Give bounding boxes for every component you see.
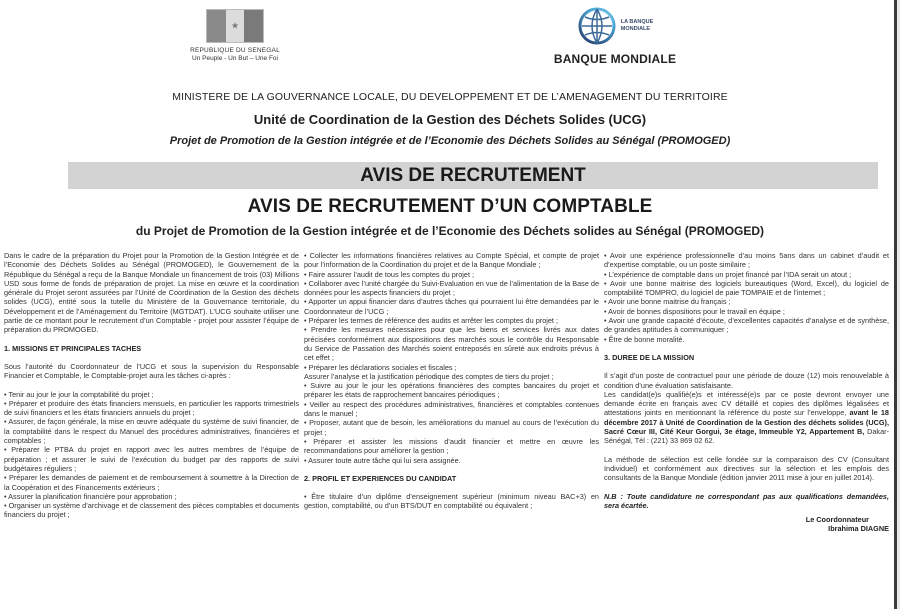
ministry-title: MINISTERE DE LA GOUVERNANCE LOCALE, DU DEVELOPPEMENT ET DE L’AMENAGEMENT DU TERRITOIRE [172,91,728,103]
task-item: • Préparer les déclarations sociales et fiscales ; [304,362,457,372]
profile-item: • Être titulaire d’un diplôme d’enseignement supérieur (minimum niveau BAC+3) en gestion, comptabilité, ou d’un BTS/DUT en comptabilité ou équivalent ; [304,492,599,511]
job-title: AVIS DE RECRUTEMENT D’UN COMPTABLE [247,196,653,217]
column-1 [4,251,299,520]
unit-title: Unité de Coordination de la Gestion des Déchets Solides (UCG) [253,112,647,127]
project-title: Projet de Promotion de la Gestion intégrée et de l’Economie des Déchets Solides au Sénégal (PROMOGED) [169,135,731,147]
job-subtitle: du Projet de Promotion de la Gestion intégrée et de l’Economie des Déchets solides au Sénégal (PROMOGED) [135,224,765,238]
signature-title: Le Coordonnateur [805,515,869,525]
selection-method: La méthode de sélection est celle fondée sur la comparaison des CV (Consultant Individuel) et conformément aux directives sur la sélection et les emplois des consultants de la Banque Mondiale (édition janvier 2011 mise à jour en juillet 2014). [604,454,889,483]
world-bank-globe-icon [577,6,617,46]
task-item: • Collaborer avec l’unité chargée du Suivi-Evaluation en vue de l’alimentation de la Base de données pour les aspects financiers du projet ; [304,278,600,298]
profile-item: • L’expérience de comptable dans un projet financé par l’IDA serait un atout ; [604,269,852,279]
task-item: • Proposer, autant que de besoin, les améliorations du manuel au cours de l’exécution du projet ; [304,418,599,437]
section-2-heading: 2. PROFIL ET EXPERIENCES DU CANDIDAT [304,473,457,483]
notice-banner: AVIS DE RECRUTEMENT [68,162,878,189]
profile-item: • Avoir une bonne maitrise des logiciels bureautiques (Word, Excel), du logiciel de comptabilité TOMPRO, du logiciel de paie TOMPAIE et de l’internet ; [604,278,889,298]
task-item: • Collecter les informations financières relatives au Compte Spécial, et compte de projet pour l’information de la Coordination du projet et de la Banque Mondiale ; [304,251,599,270]
task-item: • Faire assurer l’audit de tous les comptes du projet ; [304,269,475,279]
profile-item: • Avoir de bonnes dispositions pour le travail en équipe ; [604,306,785,316]
section-3-heading: 3. DUREE DE LA MISSION [604,352,695,362]
deadline-address: avant le 18 décembre 2017 à Unité de Coordination de la Gestion des déchets solides (UCG), Sacré Cœur III, Cité Keur Gorgui, 3e étage, Immeuble Y2, Appartement B, [604,408,889,437]
duration-paragraph: Il s’agit d’un poste de contractuel pour une période de douze (12) mois renouvelable à condition d’une évaluation satisfaisante. [604,371,889,390]
task-item: • Prendre les mesures nécessaires pour que les biens et services livrés aux dates précisées conformément aux dispositions des marchés sous le contrôle du Responsable du Service de Passation des Marchés soient entreposés en sûreté aux endroits prévus à cet effet ; [304,325,599,363]
task-item: • Assurer toute autre tâche qui lui sera assignée. [304,455,461,465]
profile-item: • Avoir une bonne maitrise du français ; [604,297,731,307]
country-name: REPUBLIQUE DU SENEGAL [190,47,280,54]
task-item: • Préparer et produire des états financiers mensuels, en particulier les rapports trimestriels de suivi financiers et les états financiers annuels du projet ; [4,398,299,418]
country-motto: Un Peuple - Un But – Une Foi [192,55,278,62]
task-item: • Organiser un système d’archivage et de classement des pièces comptables et documents financiers du projet ; [4,501,299,520]
world-bank-name: BANQUE MONDIALE [553,52,677,66]
world-bank-logo-text: LA BANQUE MONDIALE [620,19,654,32]
task-item: Assurer l’analyse et la justification périodique des comptes de tiers du projet ; [304,371,554,381]
task-item: • Assurer la planification financière pour approbation ; [4,491,177,501]
section-1-heading: 1. MISSIONS ET PRINCIPALES TACHES [4,343,142,353]
task-item: • Tenir au jour le jour la comptabilité du projet ; [4,389,154,399]
task-item: • Apporter un appui financier dans d’autres tâches qui pourraient lui être demandées par le Coordonnateur de l’UCG ; [304,297,599,316]
profile-item: • Avoir une grande capacité d’écoute, d’excellentes capacités d’analyse et de synthèse, de grandes aptitudes à communiquer ; [604,316,889,335]
application-paragraph: Les candidat(e)s qualifié(e)s et intéressé(e)s par ce poste devront envoyer une demande écrite en français avec CV détaillé et copies des diplômes légalisées et attestations joints en mentionnant la référence du poste sur l’enveloppe, avant le 18 décembre 2017 à Unité de Coordination de la Gestion des déchets solides (UCG), Sacré Cœur III, Cité Keur Gorgui, 3e étage, Immeuble Y2, Appartement B, Dakar- Sénégal, Tél : (221) 33 869 02 62. [604,389,890,446]
task-item: • Veiller au respect des procédures administratives, financières et comptables contenues dans le manuel ; [304,399,599,419]
column-3 [604,251,889,534]
task-item: • Suivre au jour le jour les opérations financières des comptes bancaires du projet et préparer les états de rapprochement bancaires périodiques ; [304,381,599,400]
intro-paragraph: Dans le cadre de la préparation du Projet pour la Promotion de la Gestion Intégrée et de l’Economie des Déchets Solides au Sénégal (PROMOGED), le Gouvernement de la République du Sénégal a reçu de la Banque Mondiale un financement de trois (03) Millions USD sous forme de fonds de préparation de projet. La mise en œuvre et la coordination générale du Projet seront assurées par l’Unité de Coordination de la Gestion des déchets solides (UCG), entité sous la tutelle du Ministère de la Gouvernance territoriale, du Développement et de l’Aménagement du Territoire (MGTDAT). L’UCG souhaite utiliser une partie de ce montant pour le recrutement d’un Comptable - projet pour assister l’équipe de préparation du PROMOGED. [4,251,299,335]
task-item: • Préparer et assister les missions d’audit financier et mettre en œuvre les recommandations pour améliorer la gestion ; [304,436,599,456]
section-1-lead: Sous l’autorité du Coordonnateur de l’UCG et sous la supervision du Responsable Financier et Comptable, le Comptable-projet aura les tâches ci-après : [4,361,299,381]
senegal-flag-icon [206,9,264,43]
senegal-emblem-block [170,6,300,62]
task-item: • Assurer, de façon générale, la mise en œuvre adéquate du système de suivi financier, de la comptabilité dans le respect du Manuel des procédures administratives, financières et comptables ; [4,417,299,446]
nb-note: N.B : Toute candidature ne correspondant pas aux qualifications demandées, sera écartée. [604,491,889,510]
world-bank-logo-block [540,4,690,66]
column-2 [304,251,599,511]
profile-item: • Avoir une expérience professionnelle d’au moins 5ans dans un cabinet d’audit et d’expertise comptable, ou un poste similaire ; [604,251,889,270]
signature-name: Ibrahima DIAGNE [828,524,889,534]
profile-item: • Être de bonne moralité. [604,334,685,344]
task-item: • Préparer les demandes de paiement et de remboursement à soumettre à la Direction de la Coopération et des Financements extérieurs ; [4,473,299,492]
task-item: • Préparer les termes de référence des audits et arrêter les comptes du projet ; [304,316,559,326]
task-item: • Préparer le PTBA du projet en rapport avec les autres membres de l’équipe de préparation ; et assurer le suivi de l’exécution du budget par des rapports de suivi budgétaires réguliers ; [4,445,299,473]
